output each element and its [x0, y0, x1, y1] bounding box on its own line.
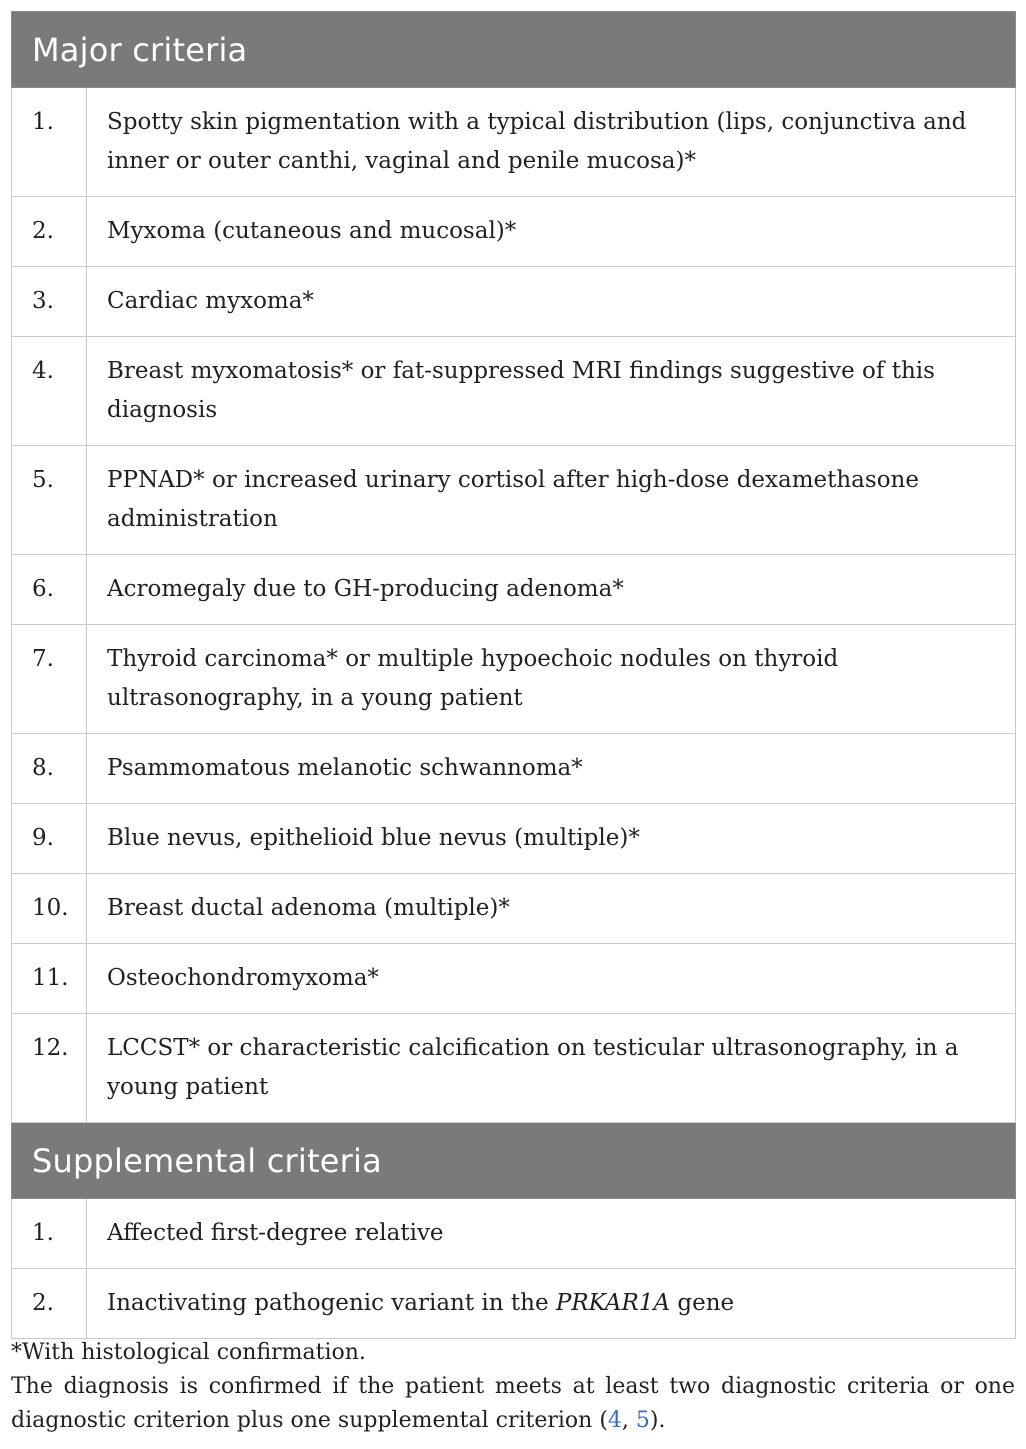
- row-number: 1.: [12, 1199, 87, 1269]
- major-criteria-header: Major criteria: [12, 12, 1016, 88]
- row-text: PPNAD* or increased urinary cortisol after high-dose dexamethasone administration: [87, 446, 1016, 555]
- row-number: 1.: [12, 88, 87, 197]
- row-number: 7.: [12, 625, 87, 734]
- row-number: 5.: [12, 446, 87, 555]
- row-number: 11.: [12, 944, 87, 1014]
- row-text: Blue nevus, epithelioid blue nevus (multiple)*: [87, 804, 1016, 874]
- reference-link-5[interactable]: 5: [635, 1408, 650, 1433]
- diagnosis-footnote: [11, 1370, 1015, 1438]
- table-row: [12, 337, 1016, 446]
- table-row: [12, 1014, 1016, 1123]
- diagnosis-footnote-end: ).: [649, 1408, 666, 1433]
- table-row: [12, 88, 1016, 197]
- table-row: [12, 267, 1016, 337]
- row-text: Breast myxomatosis* or fat-suppressed MRI findings suggestive of this diagnosis: [87, 337, 1016, 446]
- asterisk-footnote: *With histological confirmation.: [11, 1340, 366, 1365]
- row-text: Myxoma (cutaneous and mucosal)*: [87, 197, 1016, 267]
- row-number: 9.: [12, 804, 87, 874]
- row-text: Cardiac myxoma*: [87, 267, 1016, 337]
- table-row: [12, 944, 1016, 1014]
- reference-separator: ,: [621, 1408, 636, 1433]
- diagnosis-footnote-text: The diagnosis is confirmed if the patient meets at least two diagnostic criteria or one diagnostic criterion plus one supplemental criterion (: [11, 1374, 1015, 1433]
- row-text-after: gene: [670, 1290, 735, 1316]
- row-number: 12.: [12, 1014, 87, 1123]
- table-row: [12, 804, 1016, 874]
- table-row: [12, 1199, 1016, 1269]
- table-row: [12, 625, 1016, 734]
- table-footnotes: [11, 1336, 1015, 1438]
- major-header-row: [12, 12, 1016, 88]
- row-number: 8.: [12, 734, 87, 804]
- row-text: Osteochondromyxoma*: [87, 944, 1016, 1014]
- row-number: 3.: [12, 267, 87, 337]
- row-text: LCCST* or characteristic calcification on testicular ultrasonography, in a young patient: [87, 1014, 1016, 1123]
- supplemental-header-row: [12, 1123, 1016, 1199]
- row-text: Acromegaly due to GH-producing adenoma*: [87, 555, 1016, 625]
- supplemental-criteria-header: Supplemental criteria: [12, 1123, 1016, 1199]
- row-number: 4.: [12, 337, 87, 446]
- criteria-table: [11, 11, 1016, 1339]
- row-number: 2.: [12, 1269, 87, 1339]
- row-number: 2.: [12, 197, 87, 267]
- row-text: Breast ductal adenoma (multiple)*: [87, 874, 1016, 944]
- row-text: Affected first-degree relative: [87, 1199, 1016, 1269]
- reference-link-4[interactable]: 4: [607, 1408, 622, 1433]
- row-text: Spotty skin pigmentation with a typical distribution (lips, conjunctiva and inner or outer canthi, vaginal and penile mucosa)*: [87, 88, 1016, 197]
- table-row: [12, 555, 1016, 625]
- table-row: [12, 734, 1016, 804]
- row-text-before: Inactivating pathogenic variant in the: [107, 1290, 556, 1316]
- row-number: 6.: [12, 555, 87, 625]
- row-text: Psammomatous melanotic schwannoma*: [87, 734, 1016, 804]
- row-text: Thyroid carcinoma* or multiple hypoechoic nodules on thyroid ultrasonography, in a young patient: [87, 625, 1016, 734]
- table-row: [12, 1269, 1016, 1339]
- table-row: [12, 446, 1016, 555]
- row-text: [87, 1269, 1016, 1339]
- table-row: [12, 874, 1016, 944]
- row-number: 10.: [12, 874, 87, 944]
- gene-name: PRKAR1A: [555, 1290, 671, 1316]
- criteria-table-container: [11, 11, 1015, 1339]
- table-row: [12, 197, 1016, 267]
